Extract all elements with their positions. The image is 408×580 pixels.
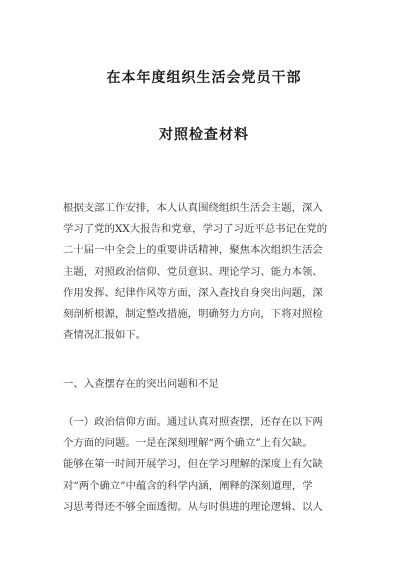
paragraph-line: 二十届一中全会上的重要讲话精神，聚焦本次组织生活会 [63, 244, 323, 257]
paragraph-line: 个方面的问题。一是在深刻理解“两个确立”上有欠缺。 [63, 437, 313, 450]
section1-paragraph [63, 412, 353, 518]
paragraph-line: 刻剖析根源，制定整改措施，明确努力方向，下将对照检 [63, 307, 323, 320]
document-title-line1: 在本年度组织生活会党员干部 [106, 70, 302, 86]
paragraph-line: 根据支部工作安排，本人认真围绕组织生活会主题，深入 [63, 202, 323, 214]
paragraph-line: （一）政治信仰方面。通过认真对照查摆，还存在以下两 [63, 416, 323, 428]
section-heading: 一、入查摆存在的突出问题和不足 [63, 378, 219, 390]
intro-paragraph [63, 198, 353, 346]
paragraph-line: 主题，对照政治信仰、党员意识、理论学习、能力本领、 [63, 265, 323, 278]
paragraph-line: 习思考得还不够全面透彻。从与时俱进的理论逻辑、以人 [63, 500, 323, 513]
paragraph-line: 作用发挥、纪律作风等方面，深入查找自身突出问题，深 [63, 286, 323, 299]
paragraph-line: 对“两个确立”中蕴含的科学内涵，阐释的深刻道理，学 [63, 479, 313, 492]
paragraph-line: 学习了党的XX大报告和党章，学习了习近平总书记在党的 [63, 223, 328, 236]
document-title-line2: 对照检查材料 [159, 127, 249, 143]
paragraph-line: 查情况汇报如下。 [63, 329, 147, 342]
paragraph-line: 能够在第一时间开展学习，但在学习理解的深度上有欠缺 [63, 458, 323, 471]
